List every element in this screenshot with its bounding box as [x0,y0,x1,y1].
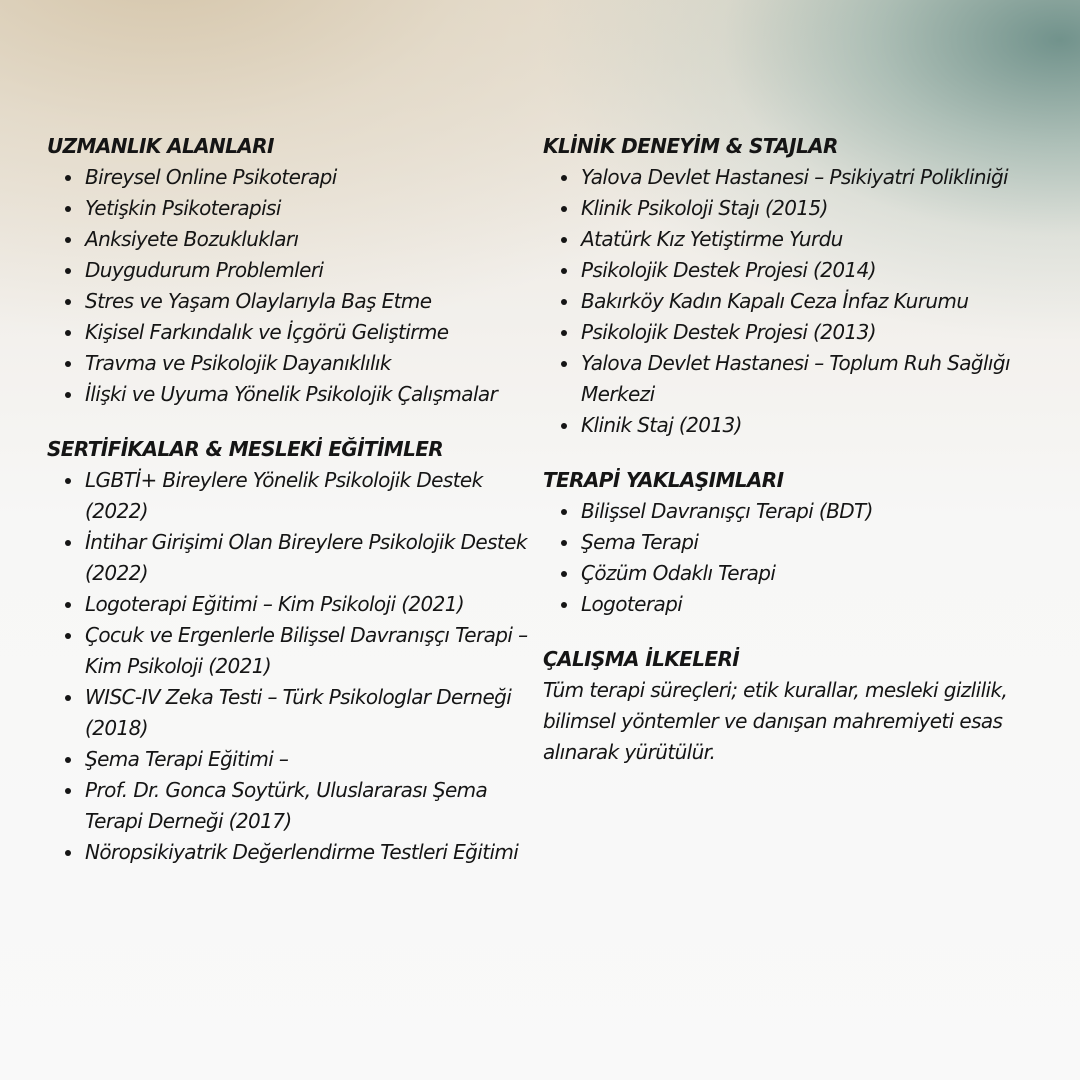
left-column [47,131,537,892]
klinik-section [543,131,1033,441]
sertifikalar-section [47,434,537,868]
list-item: Bilişsel Davranışçı Terapi (BDT) [581,496,1033,527]
sertifikalar-list [47,465,537,868]
list-item: LGBTİ+ Bireylere Yönelik Psikolojik Destek (2022) [85,465,537,527]
list-item: Klinik Staj (2013) [581,410,1033,441]
ilkeler-text: Tüm terapi süreçleri; etik kurallar, mesleki gizlilik, bilimsel yöntemler ve danışan mahremiyeti esas alınarak yürütülür. [543,678,1008,764]
klinik-list [543,162,1033,441]
list-item: WISC-IV Zeka Testi – Türk Psikologlar Derneği (2018) [85,682,537,744]
list-item: Psikolojik Destek Projesi (2013) [581,317,1033,348]
list-item: Anksiyete Bozuklukları [85,224,537,255]
list-item: İntihar Girişimi Olan Bireylere Psikolojik Destek (2022) [85,527,537,589]
list-item: Stres ve Yaşam Olaylarıyla Baş Etme [85,286,537,317]
list-item: Logoterapi Eğitimi – Kim Psikoloji (2021) [85,589,537,620]
klinik-title: KLİNİK DENEYİM & STAJLAR [543,134,838,158]
right-column [543,131,1033,792]
list-item: Yalova Devlet Hastanesi – Psikiyatri Polikliniği [581,162,1033,193]
list-item: Kişisel Farkındalık ve İçgörü Geliştirme [85,317,537,348]
list-item: Şema Terapi [581,527,1033,558]
list-item: Atatürk Kız Yetiştirme Yurdu [581,224,1033,255]
list-item: Psikolojik Destek Projesi (2014) [581,255,1033,286]
terapi-section [543,465,1033,620]
ilkeler-title: ÇALIŞMA İLKELERİ [543,647,740,671]
list-item: Logoterapi [581,589,1033,620]
list-item: Klinik Psikoloji Stajı (2015) [581,193,1033,224]
uzmanlik-list [47,162,537,410]
list-item: Prof. Dr. Gonca Soytürk, Uluslararası Şema Terapi Derneği (2017) [85,775,537,837]
list-item: Çocuk ve Ergenlerle Bilişsel Davranışçı Terapi – Kim Psikoloji (2021) [85,620,537,682]
list-item: Yalova Devlet Hastanesi – Toplum Ruh Sağlığı Merkezi [581,348,1033,410]
terapi-title: TERAPİ YAKLAŞIMLARI [543,468,784,492]
list-item: Travma ve Psikolojik Dayanıklılık [85,348,537,379]
list-item: Çözüm Odaklı Terapi [581,558,1033,589]
list-item: Duygudurum Problemleri [85,255,537,286]
ilkeler-section [543,644,1033,768]
uzmanlik-title: UZMANLIK ALANLARI [47,134,274,158]
uzmanlik-section [47,131,537,410]
list-item: Şema Terapi Eğitimi – [85,744,537,775]
terapi-list [543,496,1033,620]
list-item: Bireysel Online Psikoterapi [85,162,537,193]
list-item: Yetişkin Psikoterapisi [85,193,537,224]
list-item: Nöropsikiyatrik Değerlendirme Testleri Eğitimi [85,837,537,868]
sertifikalar-title: SERTİFİKALAR & MESLEKİ EĞİTİMLER [47,437,444,461]
list-item: İlişki ve Uyuma Yönelik Psikolojik Çalışmalar [85,379,537,410]
list-item: Bakırköy Kadın Kapalı Ceza İnfaz Kurumu [581,286,1033,317]
